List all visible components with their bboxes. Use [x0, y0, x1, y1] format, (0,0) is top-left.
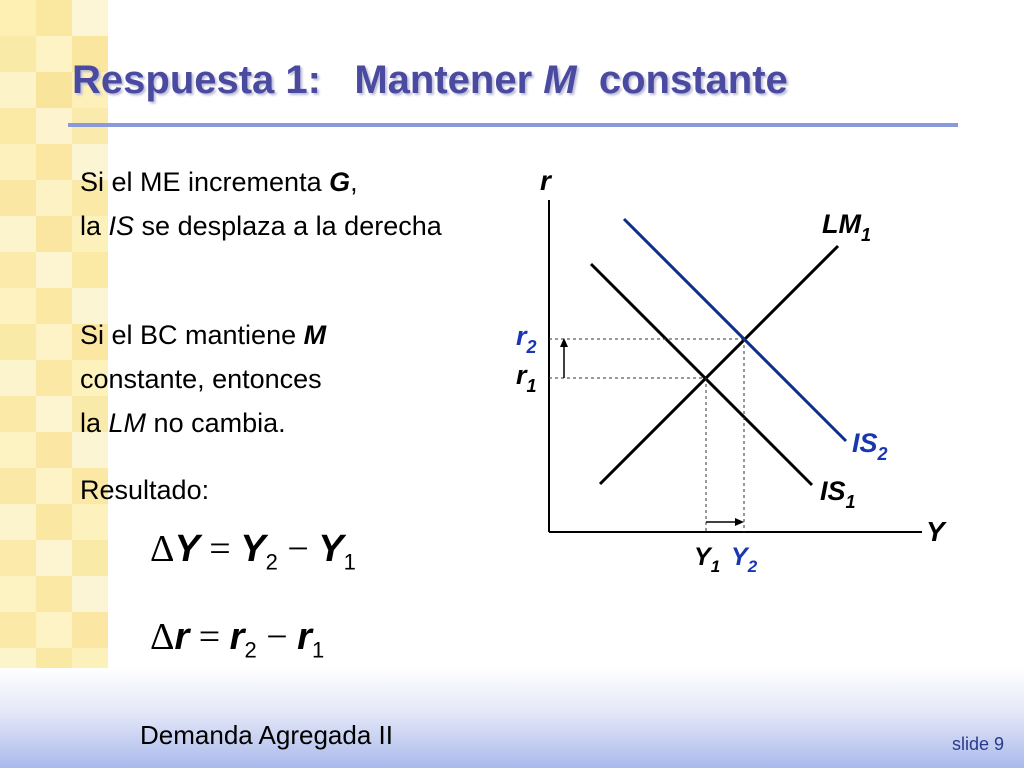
r2-label: $r_2$: [516, 321, 537, 357]
eq2-lhs: r: [174, 616, 190, 658]
y-arrow-head: [735, 518, 744, 526]
eq2-equals: =: [198, 616, 221, 658]
p1-var-g: G: [329, 167, 351, 197]
p2-text-d: no cambia.: [146, 408, 286, 438]
axis-label-y: Y: [926, 516, 945, 547]
slide-number: slide 9: [951, 734, 1004, 754]
p2-var-lm: LM: [108, 408, 147, 438]
eq2-delta: Δ: [150, 616, 175, 658]
p2-var-m: M: [303, 320, 327, 350]
eq2-sub1: 1: [311, 637, 325, 663]
p2-text-a: Si el BC mantiene: [80, 320, 304, 350]
title-part3: constante: [598, 58, 788, 102]
eq1-minus: −: [287, 528, 309, 570]
eq1-term2: Y: [318, 528, 344, 570]
p1-var-is: IS: [108, 211, 135, 241]
eq1-term1: Y: [240, 528, 266, 570]
p2-text-b: constante, entonces: [80, 364, 322, 394]
eq2-minus: −: [266, 616, 288, 658]
title-variable-m: M: [543, 58, 577, 102]
axis-label-r: r: [540, 165, 551, 196]
eq1-lhs: Y: [174, 528, 200, 570]
eq2-term1: r: [229, 616, 245, 658]
eq2-term2: r: [297, 616, 312, 658]
r1-label: $r_1$: [516, 360, 537, 396]
title-part2: Mantener: [354, 58, 533, 102]
eq1-delta: Δ: [150, 528, 175, 570]
title-part1: Respuesta 1:: [72, 58, 321, 102]
y2-label: $Y_2$: [731, 543, 758, 576]
p1-text-a: Si el ME incrementa: [80, 167, 330, 197]
eq1-equals: =: [209, 528, 231, 570]
result-label: Resultado:: [80, 475, 210, 505]
p1-text-b: ,: [350, 167, 358, 197]
eq1-sub2: 2: [265, 549, 278, 575]
lm1-label: $LM_1$: [822, 209, 871, 245]
lm1-curve: [600, 246, 838, 484]
y1-label: $Y_1$: [694, 543, 721, 576]
is1-label: $IS_1$: [820, 476, 856, 512]
p2-text-c: la: [80, 408, 109, 438]
is2-label: $IS_2$: [852, 428, 888, 464]
p1-text-d: se desplaza a la derecha: [134, 211, 442, 241]
eq2-sub2: 2: [244, 637, 257, 663]
footer-title: Demanda Agregada II: [140, 720, 393, 750]
eq1-sub1: 1: [343, 549, 356, 575]
p1-text-c: la: [80, 211, 109, 241]
